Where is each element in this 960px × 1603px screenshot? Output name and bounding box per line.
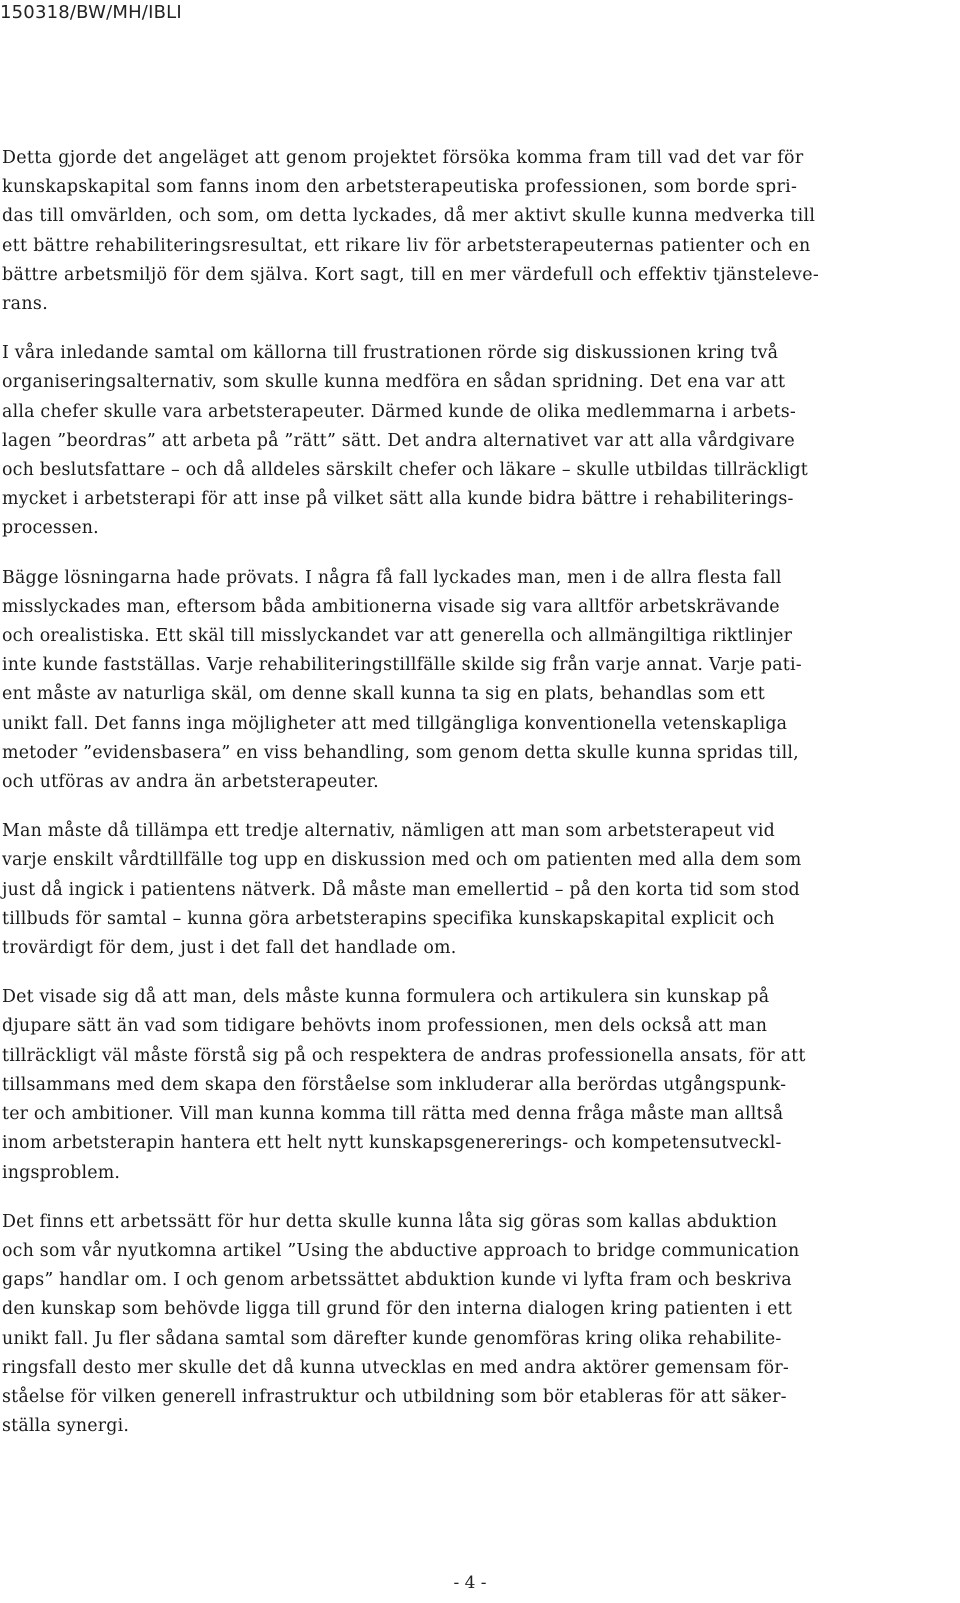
text-line: Detta gjorde det angeläget att genom projektet försöka komma fram till vad det var för: [2, 148, 804, 168]
text-line: varje enskilt vårdtillfälle tog upp en diskussion med och om patienten med alla dem som: [2, 850, 802, 871]
text-line: inte kunde fastställas. Varje rehabiliteringstillfälle skilde sig från varje annat. Varje pati-: [2, 655, 802, 676]
text-line: tillsammans med dem skapa den förståelse som inkluderar alla berördas utgångspunk-: [2, 1074, 787, 1095]
text-line: unikt fall. Ju fler sådana samtal som därefter kunde genomföras kring olika rehabilite-: [2, 1328, 782, 1349]
body-text: [2, 144, 938, 1441]
text-line: ställa synergi.: [2, 1416, 130, 1437]
text-line: I våra inledande samtal om källorna till frustrationen rörde sig diskussionen kring två: [2, 343, 779, 364]
text-line: organiseringsalternativ, som skulle kunna medföra en sådan spridning. Det ena var att: [2, 372, 786, 393]
text-line: just då ingick i patientens nätverk. Då måste man emellertid – på den korta tid som stod: [2, 879, 800, 900]
text-line: ent måste av naturliga skäl, om denne skall kunna ta sig en plats, behandlas som ett: [2, 684, 765, 705]
text-line: alla chefer skulle vara arbetsterapeuter. Därmed kunde de olika medlemmarna i arbets-: [2, 401, 796, 422]
document-reference: 150318/BW/MH/IBLI: [0, 2, 182, 23]
text-line: ingsproblem.: [2, 1162, 121, 1183]
paragraph-1: [2, 144, 938, 319]
text-line: bättre arbetsmiljö för dem själva. Kort sagt, till en mer värdefull och effektiv tjänsteleve-: [2, 264, 820, 285]
text-line: mycket i arbetsterapi för att inse på vilket sätt alla kunde bidra bättre i rehabiliterings-: [2, 489, 794, 510]
text-line: trovärdigt för dem, just i det fall det handlade om.: [2, 938, 457, 959]
text-line: Det finns ett arbetssätt för hur detta skulle kunna låta sig göras som kallas abduktion: [2, 1211, 778, 1232]
text-line: ett bättre rehabiliteringsresultat, ett rikare liv för arbetsterapeuternas patienter och en: [2, 235, 811, 256]
text-line: och beslutsfattare – och då alldeles särskilt chefer och läkare – skulle utbildas tillräckligt: [2, 460, 808, 481]
text-line: kunskapskapital som fanns inom den arbetsterapeutiska professionen, som borde spri-: [2, 177, 798, 198]
text-line: das till omvärlden, och som, om detta lyckades, då mer aktivt skulle kunna medverka till: [2, 206, 816, 227]
paragraph-5: [2, 983, 938, 1187]
text-line: Det visade sig då att man, dels måste kunna formulera och artikulera sin kunskap på: [2, 987, 770, 1008]
text-line: ringsfall desto mer skulle det då kunna utvecklas en med andra aktörer gemensam för-: [2, 1357, 789, 1378]
text-line: tillbuds för samtal – kunna göra arbetsterapins specifika kunskapskapital explicit och: [2, 908, 775, 929]
text-line: Bägge lösningarna hade prövats. I några få fall lyckades man, men i de allra flesta fall: [2, 567, 782, 588]
paragraph-3: [2, 564, 938, 798]
text-line: ståelse för vilken generell infrastruktur och utbildning som bör etableras för att säker-: [2, 1386, 787, 1407]
text-line: inom arbetsterapin hantera ett helt nytt kunskapsgenererings- och kompetensutveckl-: [2, 1133, 782, 1154]
text-line: djupare sätt än vad som tidigare behövts inom professionen, men dels också att man: [2, 1016, 768, 1037]
text-line: unikt fall. Det fanns inga möjligheter att med tillgängliga konventionella vetenskapliga: [2, 713, 788, 734]
text-line: processen.: [2, 518, 99, 539]
text-line: ter och ambitioner. Vill man kunna komma till rätta med denna fråga måste man alltså: [2, 1104, 784, 1125]
text-line: och utföras av andra än arbetsterapeuter.: [2, 772, 379, 793]
text-line: tillräckligt väl måste förstå sig på och respektera de andras professionella ansats, för att: [2, 1045, 806, 1066]
text-line: rans.: [2, 294, 49, 315]
text-line: gaps” handlar om. I och genom arbetssättet abduktion kunde vi lyfta fram och beskriva: [2, 1270, 792, 1291]
paragraph-6: [2, 1208, 938, 1442]
text-line: och orealistiska. Ett skäl till misslyckandet var att generella och allmängiltiga riktlinjer: [2, 626, 793, 647]
text-line: och som vår nyutkomna artikel ”Using the abductive approach to bridge communication: [2, 1240, 800, 1261]
paragraph-2: [2, 339, 938, 543]
text-line: Man måste då tillämpa ett tredje alternativ, nämligen att man som arbetsterapeut vid: [2, 821, 775, 842]
text-line: misslyckades man, eftersom båda ambitionerna visade sig vara alltför arbetskrävande: [2, 596, 780, 617]
text-line: den kunskap som behövde ligga till grund för den interna dialogen kring patienten i ett: [2, 1299, 793, 1320]
text-line: lagen ”beordras” att arbeta på ”rätt” sätt. Det andra alternativet var att alla vårdgivare: [2, 430, 795, 451]
paragraph-4: [2, 817, 938, 963]
text-line: metoder ”evidensbasera” en viss behandling, som genom detta skulle kunna spridas till,: [2, 742, 799, 763]
page-number: - 4 -: [453, 1573, 487, 1593]
